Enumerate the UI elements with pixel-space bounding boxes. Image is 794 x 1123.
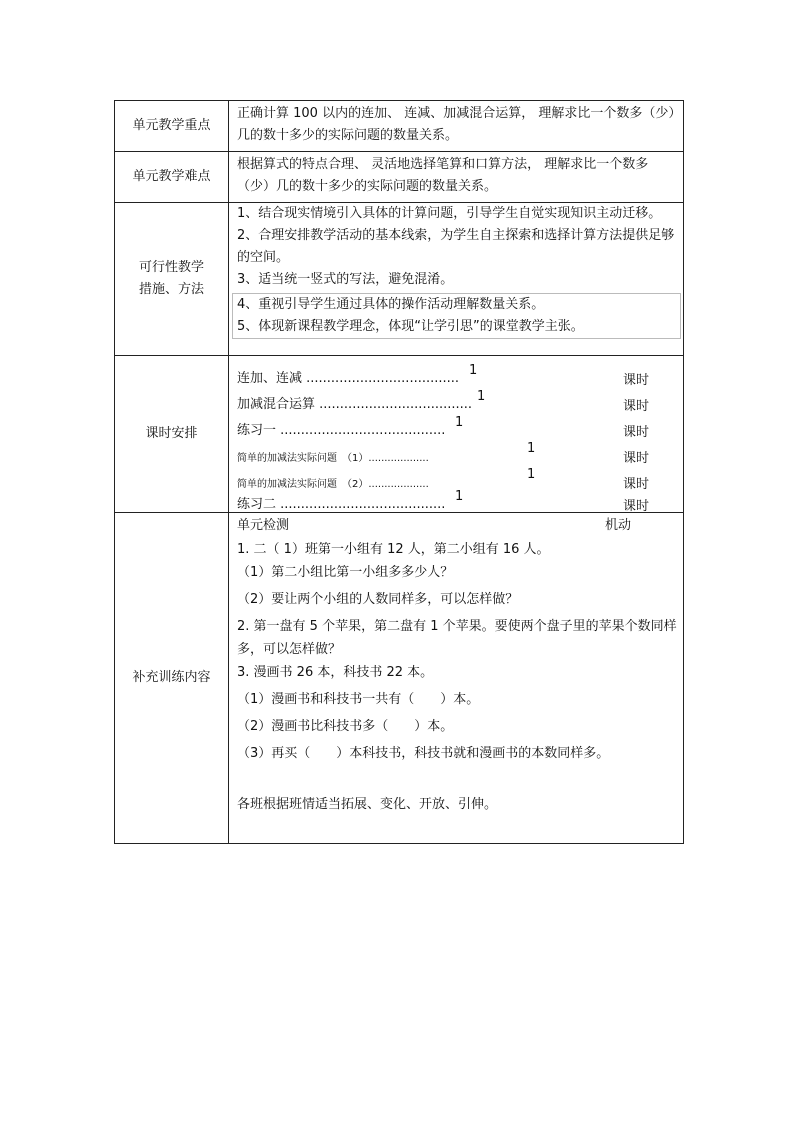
focus-row: [115, 101, 684, 152]
schedule-item-name: 连加、连减 .....................................: [237, 371, 460, 386]
exercise-line: 3. 漫画书 26 本，科技书 22 本。: [237, 665, 434, 680]
supplement-content: [229, 513, 684, 844]
measures-row: [115, 203, 684, 356]
measures-label-line2: 措施、方法: [138, 282, 204, 297]
exercise-line: （1）漫画书和科技书一共有（ ）本。: [237, 692, 480, 707]
exercise-line: （1）第二小组比第一小组多多少人？: [237, 565, 454, 580]
measures-label-line1: 可行性教学: [138, 260, 204, 275]
schedule-item-name: 练习二 ........................................: [237, 497, 446, 512]
schedule-label: 课时安排: [115, 356, 229, 513]
exercise-line: （2）漫画书比科技书多（ ）本。: [237, 719, 454, 734]
measures-list: [229, 203, 684, 356]
schedule-list: [229, 356, 684, 513]
exercise-line: 2. 第一盘有 5 个苹果，第二盘有 1 个苹果。要使两个盘子里的苹果个数同样多，可以怎样做？: [237, 619, 677, 657]
unit-test-note: 机动: [605, 518, 632, 533]
measure-item: 4、重视引导学生通过具体的操作活动理解数量关系。: [237, 297, 545, 312]
schedule-item-unit: 课时: [623, 499, 650, 514]
unit-test-title: 单元检测: [237, 518, 290, 533]
schedule-item-count: 1: [455, 489, 464, 504]
difficulty-label: 单元教学难点: [115, 152, 229, 203]
difficulty-text-content: 根据算式的特点合理、 灵活地选择笔算和口算方法， 理解求比一个数多（少）几的数十多少的实际问题的数量关系。: [237, 157, 649, 194]
unit-plan-table: [114, 100, 684, 844]
schedule-item-name: 加减混合运算 .....................................: [237, 397, 473, 412]
schedule-item-name: 简单的加减法实际问题 （1）...................: [237, 453, 429, 464]
focus-text-content: 正确计算 100 以内的连加、 连减、加减混合运算， 理解求比一个数多（少）几的数十多少的实际问题的数量关系。: [237, 106, 675, 143]
schedule-item: [237, 386, 683, 412]
exercise-line: （3）再买（ ）本科技书，科技书就和漫画书的本数同样多。: [237, 746, 610, 761]
schedule-item: [237, 486, 683, 512]
schedule-item: [237, 412, 683, 438]
schedule-item-unit: 课时: [623, 425, 650, 440]
unit-test-row: [237, 515, 677, 538]
schedule-item-count: 1: [469, 363, 478, 378]
schedule-row: [115, 356, 684, 513]
measures-label: [115, 203, 229, 356]
focus-text: [229, 101, 684, 152]
schedule-item-unit: 课时: [623, 399, 650, 414]
schedule-item-name: 练习一 ........................................: [237, 423, 446, 438]
schedule-item-unit: 课时: [623, 373, 650, 388]
schedule-item-name: 简单的加减法实际问题 （2）...................: [237, 479, 429, 490]
measure-item: 3、适当统一竖式的写法，避免混淆。: [237, 272, 454, 287]
schedule-item-count: 1: [477, 389, 486, 404]
supplement-label: 补充训练内容: [115, 513, 229, 844]
difficulty-row: [115, 152, 684, 203]
schedule-item-unit: 课时: [623, 451, 650, 466]
supplement-row: [115, 513, 684, 844]
measure-item: 2、合理安排教学活动的基本线索，为学生自主探索和选择计算方法提供足够的空间。: [237, 228, 675, 265]
measure-item: 5、体现新课程教学理念，体现“让学引思”的课堂教学主张。: [237, 319, 584, 334]
schedule-item: [237, 360, 683, 386]
schedule-item-count: 1: [527, 441, 536, 456]
schedule-item: [237, 438, 683, 464]
measures-inner-box: [232, 293, 681, 339]
schedule-item-unit: 课时: [623, 477, 650, 492]
measure-item: 1、结合现实情境引入具体的计算问题，引导学生自觉实现知识主动迁移。: [237, 206, 662, 221]
closing-note: 各班根据班情适当拓展、变化、开放、引伸。: [237, 797, 498, 812]
focus-label: 单元教学重点: [115, 101, 229, 152]
schedule-item-count: 1: [455, 415, 464, 430]
exercise-line: （2）要让两个小组的人数同样多，可以怎样做？: [237, 592, 519, 607]
schedule-item-count: 1: [527, 467, 536, 482]
difficulty-text: [229, 152, 684, 203]
exercise-line: 1. 二（ 1）班第一小组有 12 人，第二小组有 16 人。: [237, 542, 550, 557]
